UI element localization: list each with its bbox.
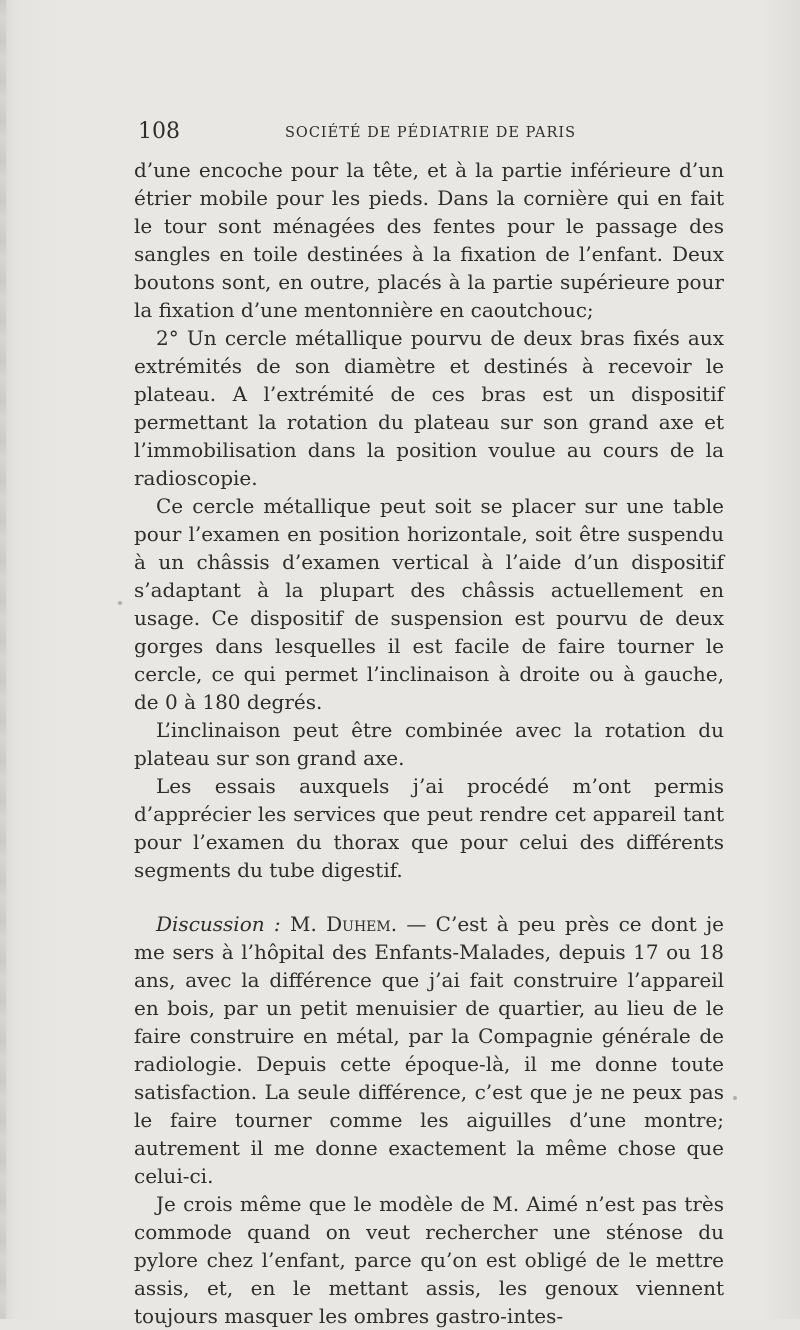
paragraph-1: d’une encoche pour la tête, et à la partie inférieure d’un étrier mobile pour les pieds. Dans la cornière qui en fait le tour sont ménagées des fentes pour le passage des sangles en toile destinées à la fixation de l’enfant. Deux boutons sont, en outre, placés à la partie supérieure pour la fixation d’une mentonnière en caoutchouc; (134, 158, 724, 322)
scan-speck (118, 601, 122, 605)
scan-speck (733, 1096, 737, 1100)
paragraph-2: 2° Un cercle métallique pourvu de deux bras fixés aux extrémités de son diamètre et destinés à recevoir le plateau. A l’extrémité de ces bras est un dispositif permettant la rotation du plateau sur son grand axe et l’immobilisation dans la position voulue au cours de la radioscopie. (134, 326, 724, 490)
main-text (134, 156, 724, 1330)
discussion-speaker: M. Duhem. (289, 912, 398, 936)
discussion-paragraph-2: Je crois même que le modèle de M. Aimé n’est pas très commode quand on veut rechercher une sténose du pylore chez l’enfant, parce qu’on est obligé de le mettre assis, et, en le mettant assis, les genoux viennent toujours masquer les ombres gastro-intes- (134, 1192, 724, 1328)
discussion-text: — C’est à peu près ce dont je me sers à l’hôpital des Enfants-Malades, depuis 17 ou 18 ans, avec la différence que j’ai fait construire l’appareil en bois, par un petit menuisier de quartier, au lieu de le faire construire en métal, par la Compagnie générale de radiologie. Depuis cette époque-là, il me donne toute satisfaction. La seule différence, c’est que je ne peux pas le faire tourner comme les aiguilles d’une montre; autrement il me donne exactement la même chose que celui-ci. (134, 912, 725, 1188)
page-left-edge-shadow (0, 0, 6, 1319)
running-head-title: SOCIÉTÉ DE PÉDIATRIE DE PARIS (285, 125, 577, 141)
paragraph-3: Ce cercle métallique peut soit se placer sur une table pour l’examen en position horizontale, soit être suspendu à un châssis d’examen vertical à l’aide d’un dispositif s’adaptant à la plupart des châssis actuellement en usage. Ce dispositif de suspension est pourvu de deux gorges dans lesquelles il est facile de faire tourner le cercle, ce qui permet l’inclinaison à droite ou à gauche, de 0 à 180 degrés. (134, 494, 724, 714)
discussion-label: Discussion : (156, 912, 281, 936)
paragraph-4: L’inclinaison peut être combinée avec la rotation du plateau sur son grand axe. (134, 718, 724, 770)
running-head (138, 119, 728, 145)
page-number: 108 (138, 119, 180, 144)
discussion-paragraph (134, 910, 724, 1190)
paragraph-5: Les essais auxquels j’ai procédé m’ont permis d’apprécier les services que peut rendre cet appareil tant pour l’examen du thorax que pour celui des différents segments du tube digestif. (134, 774, 724, 882)
